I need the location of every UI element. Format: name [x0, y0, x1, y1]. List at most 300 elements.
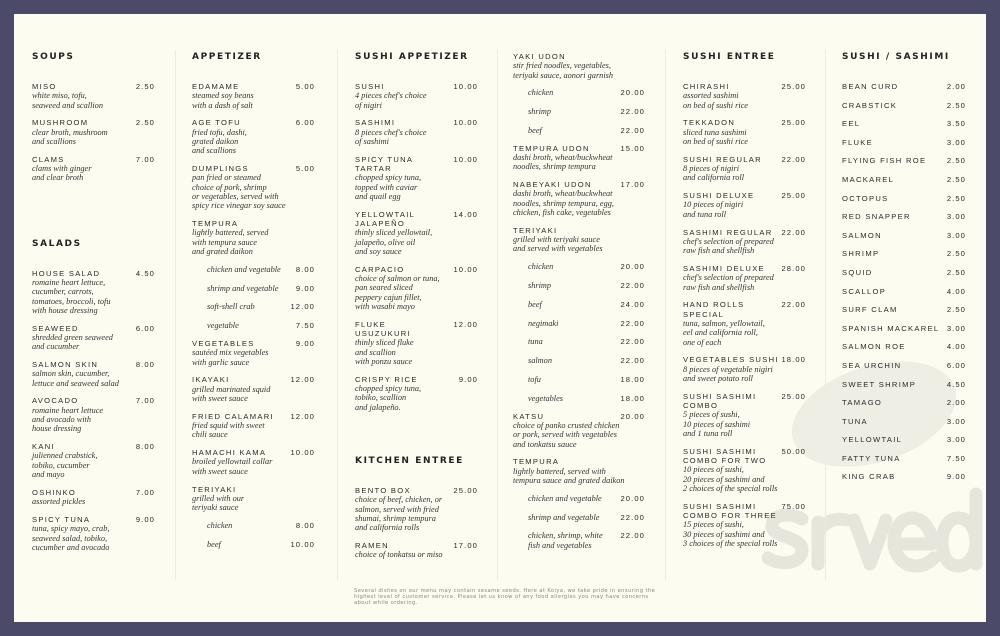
item-price: 7.00 [135, 487, 155, 497]
menu-item-header [842, 119, 966, 128]
menu-item-header [32, 442, 155, 451]
item-name: KING CRAB [842, 472, 896, 482]
item-price: 2.00 [946, 82, 966, 91]
item-description: dashi broth, wheat/buckwheat noodles, shrimp tempura [513, 153, 613, 172]
menu-item [355, 541, 478, 560]
menu-item-header [683, 392, 806, 411]
item-name: YELLOWTAIL JALAPEÑO [355, 209, 416, 229]
item-option [513, 281, 645, 290]
item-description: tuna, salmon, yellowtail, eel and california roll, one of each [683, 318, 765, 347]
item-description: 8 pieces of vegetable nigiri and sweet potato roll [683, 364, 773, 383]
item-price: 17.00 [620, 180, 645, 190]
item-name: CRISPY RICE [355, 374, 418, 384]
item-price: 10.00 [453, 82, 478, 91]
item-price: 7.00 [135, 396, 155, 406]
item-price: 9.00 [946, 472, 966, 482]
item-name: SUSHI REGULAR [683, 154, 762, 164]
menu-section [513, 52, 645, 550]
menu-item [842, 231, 966, 240]
option-price: 22.00 [620, 318, 645, 328]
item-price: 2.50 [946, 249, 966, 259]
menu-item-header [683, 264, 806, 273]
menu-item [192, 448, 315, 476]
item-name: SALMON ROE [842, 342, 906, 352]
option-name: beef [528, 125, 542, 135]
item-price: 22.00 [781, 154, 806, 164]
item-price: 3.00 [946, 212, 966, 222]
section-title: KITCHEN ENTREE [355, 455, 464, 466]
item-description: choice of panko crusted chicken or pork, served with vegetables and tonkatsu sauce [513, 420, 620, 449]
item-name: TEMPURA UDON [513, 143, 590, 153]
item-price: 18.00 [781, 355, 806, 365]
section-title: APPETIZER [192, 52, 262, 62]
item-description: pan fried or steamed choice of pork, shrimp or vegetables, served with spicy rice vinegar soy sauce [192, 173, 286, 211]
item-price: 25.00 [781, 391, 806, 401]
menu-section [355, 456, 478, 560]
menu-item-header [842, 82, 966, 91]
column-divider [175, 50, 176, 580]
option-name: chicken [528, 262, 554, 272]
option-name: shrimp [528, 281, 552, 291]
menu-section [32, 52, 155, 183]
item-price: 2.50 [946, 267, 966, 277]
item-price: 22.00 [781, 300, 806, 310]
menu-item-header [355, 541, 478, 550]
option-price: 22.00 [620, 531, 645, 541]
menu-item-header [192, 219, 315, 228]
option-price: 22.00 [620, 281, 645, 291]
item-price: 25.00 [781, 82, 806, 91]
option-price: 20.00 [620, 88, 645, 98]
item-option [513, 126, 645, 135]
menu-item [355, 118, 478, 146]
item-price: 2.50 [946, 305, 966, 315]
menu-item [842, 435, 966, 444]
menu-column [513, 52, 645, 558]
item-name: RED SNAPPER [842, 212, 911, 222]
menu-item [192, 219, 315, 330]
item-description: 10 pieces of sushi, 20 pieces of sashimi and 2 choices of the special rolls [683, 465, 778, 493]
item-name: IKAYAKI [192, 375, 230, 385]
menu-item [683, 264, 806, 292]
option-name: chicken and vegetable [207, 264, 281, 274]
menu-item-header [842, 175, 966, 184]
item-name: HAMACHI KAMA [192, 448, 267, 458]
item-price: 17.00 [453, 540, 478, 550]
menu-item [842, 268, 966, 277]
menu-section [683, 52, 806, 548]
menu-item-header [355, 375, 478, 384]
item-description: assorted pickles [32, 497, 86, 507]
option-name: salmon [528, 356, 552, 366]
item-price: 15.00 [620, 143, 645, 153]
menu-item [842, 287, 966, 296]
item-description: fried tofu, dashi, grated daikon and scallions [192, 127, 247, 156]
menu-item-header [842, 212, 966, 221]
option-price: 18.00 [620, 393, 645, 403]
menu-item-header [355, 486, 478, 495]
menu-item-header [32, 515, 155, 524]
menu-item [32, 396, 155, 433]
item-price: 12.00 [290, 411, 315, 421]
item-price: 4.50 [135, 268, 155, 278]
item-description: white miso, tofu, seaweed and scallion [32, 91, 103, 110]
item-name: KATSU [513, 411, 545, 421]
option-name: shrimp and vegetable [528, 512, 600, 522]
option-name: soft-shell crab [207, 302, 255, 312]
menu-item-header [683, 300, 806, 319]
item-price: 3.00 [946, 416, 966, 426]
item-option [513, 356, 645, 365]
item-options [513, 494, 645, 550]
item-description: thinly sliced yellowtail, jalapeño, olive oil and soy sauce [355, 228, 433, 256]
item-name: SQUID [842, 267, 873, 277]
item-name: EDAMAME [192, 82, 240, 91]
menu-item [842, 138, 966, 147]
menu-item-header [842, 472, 966, 481]
item-price: 75.00 [781, 501, 806, 511]
item-name: TEMPURA [513, 457, 560, 467]
item-price: 8.00 [135, 442, 155, 452]
item-description: 8 pieces of nigiri and california roll [683, 164, 744, 183]
menu-item-header [32, 155, 155, 164]
menu-item-header [32, 360, 155, 369]
option-price: 22.00 [620, 356, 645, 366]
menu-item [192, 339, 315, 367]
menu-item-header [32, 118, 155, 127]
item-name: FLYING FISH ROE [842, 156, 927, 166]
item-name: CLAMS [32, 154, 65, 164]
menu-item [32, 488, 155, 507]
menu-item [842, 305, 966, 314]
item-price: 2.50 [946, 156, 966, 166]
menu-section [32, 239, 155, 552]
item-option [192, 284, 315, 293]
item-price: 10.00 [453, 264, 478, 274]
menu-item-header [513, 226, 645, 235]
menu-item [513, 457, 645, 550]
item-price: 6.00 [946, 360, 966, 370]
item-name: CRABSTICK [842, 100, 898, 110]
item-name: SURF CLAM [842, 305, 898, 315]
item-name: BENTO BOX [355, 485, 411, 495]
option-name: chicken [207, 520, 233, 530]
item-name: HOUSE SALAD [32, 268, 101, 278]
item-description: tuna, spicy mayo, crab, seaweed salad, tobiko, cucumber and avocado [32, 524, 110, 552]
item-name: OCTOPUS [842, 193, 889, 203]
item-name: SUSHI [355, 82, 385, 91]
allergy-notice: Several dishes on our menu may contain sesame seeds. Here at Koiya, we take pride in ensuring the highest level of customer service. Please let us know of any food allergies you may have concerns about while ordering. [354, 588, 656, 606]
menu-item-header [842, 398, 966, 407]
menu-item-header [513, 412, 645, 421]
menu-item-header [192, 164, 315, 173]
section-title: SUSHI APPETIZER [355, 52, 469, 62]
menu-item-header [842, 249, 966, 258]
item-price: 28.00 [781, 263, 806, 273]
menu-item-header [355, 320, 478, 339]
item-price: 2.50 [946, 174, 966, 184]
section-title: SUSHI ENTREE [683, 52, 776, 62]
menu-item-header [32, 269, 155, 278]
item-name: SEAWEED [32, 323, 79, 333]
item-name: SPICY TUNA TARTAR [355, 154, 414, 174]
item-description: dashi broth, wheat/buckwheat noodles, shrimp tempura, egg, chicken, fish cake, vegetables [513, 189, 614, 218]
item-price: 6.00 [135, 323, 155, 333]
item-option [192, 521, 315, 530]
menu-column [192, 52, 315, 557]
item-name: TEMPURA [192, 219, 239, 229]
menu-item-header [513, 457, 645, 466]
menu-item [513, 144, 645, 172]
menu-section [355, 52, 478, 412]
item-description: 10 pieces of nigiri and tuna roll [683, 200, 744, 219]
menu-item-header [192, 412, 315, 421]
item-name: AVOCADO [32, 396, 79, 406]
option-price: 22.00 [620, 107, 645, 117]
item-name: VEGETABLES [192, 338, 255, 348]
menu-page [14, 14, 986, 622]
menu-item [513, 52, 645, 135]
menu-item-header [192, 448, 315, 457]
menu-item-header [355, 210, 478, 229]
menu-item [683, 502, 806, 548]
item-price: 4.00 [946, 342, 966, 352]
item-name: MACKAREL [842, 174, 895, 184]
menu-item [513, 412, 645, 449]
menu-item-header [513, 52, 645, 61]
menu-item [513, 226, 645, 403]
item-option [192, 321, 315, 330]
menu-item-header [683, 118, 806, 127]
item-description: choice of salmon or tuna, pan seared sliced peppery cajun fillet, with wasabi mayo [355, 274, 440, 311]
item-price: 2.50 [946, 100, 966, 110]
item-description: 5 pieces of sushi, 10 pieces of sashimi and 1 tuna roll [683, 410, 751, 438]
item-price: 2.00 [946, 398, 966, 408]
menu-item-header [842, 287, 966, 296]
item-name: RAMEN [355, 540, 389, 550]
option-price: 20.00 [620, 493, 645, 503]
option-name: shrimp and vegetable [207, 283, 279, 293]
item-price: 3.00 [946, 137, 966, 147]
item-name: TAMAGO [842, 398, 883, 408]
option-name: vegetables [528, 393, 564, 403]
menu-item-header [683, 155, 806, 164]
menu-item [683, 191, 806, 219]
item-description: romaine heart lettuce and avocado with house dressing [32, 405, 104, 434]
item-name: DUMPLINGS [192, 164, 249, 174]
option-name: tuna [528, 337, 543, 347]
option-price: 12.00 [290, 302, 315, 312]
item-name: EEL [842, 119, 861, 129]
item-name: FRIED CALAMARI [192, 411, 274, 421]
menu-item-header [842, 361, 966, 370]
menu-item-header [683, 502, 806, 521]
item-description: julienned crabstick, tobiko, cucumber and mayo [32, 451, 98, 480]
column-divider [337, 50, 338, 580]
item-options [192, 265, 315, 331]
menu-item [192, 82, 315, 110]
menu-item [32, 515, 155, 552]
option-price: 8.00 [295, 520, 315, 530]
item-name: KANI [32, 442, 55, 452]
item-name: SHRIMP [842, 249, 880, 259]
menu-item [842, 175, 966, 184]
menu-item-header [192, 485, 315, 494]
menu-item [355, 486, 478, 532]
item-description: clear broth, mushroom and scallions [32, 127, 108, 146]
item-name: TUNA [842, 416, 868, 426]
menu-item [192, 375, 315, 403]
menu-item-header [683, 447, 806, 466]
menu-item-header [842, 305, 966, 314]
menu-item [683, 447, 806, 493]
menu-item [355, 375, 478, 412]
item-description: salmon skin, cucumber, lettuce and seaweed salad [32, 369, 119, 388]
menu-item [355, 320, 478, 366]
menu-item [842, 472, 966, 481]
menu-item-header [513, 144, 645, 153]
menu-item-header [355, 82, 478, 91]
item-description: shredded green seaweed and cucumber [32, 332, 113, 352]
item-option [513, 319, 645, 328]
menu-item [355, 82, 478, 110]
item-name: HAND ROLLS SPECIAL [683, 300, 745, 319]
option-price: 18.00 [620, 375, 645, 385]
menu-item [355, 155, 478, 201]
menu-item [842, 454, 966, 463]
menu-item [32, 324, 155, 352]
item-option [513, 494, 645, 503]
item-price: 3.00 [946, 435, 966, 445]
item-description: 4 pieces chef's choice of nigiri [355, 91, 427, 110]
section-title: SOUPS [32, 52, 75, 62]
menu-item [842, 156, 966, 165]
option-name: shrimp [528, 107, 552, 117]
item-name: SPANISH MACKAREL [842, 323, 940, 333]
item-price: 12.00 [453, 319, 478, 329]
item-price: 2.50 [135, 118, 155, 128]
item-name: FATTY TUNA [842, 453, 901, 463]
menu-item [842, 417, 966, 426]
item-price: 25.00 [453, 485, 478, 495]
item-price: 9.00 [295, 338, 315, 348]
option-price: 10.00 [290, 539, 315, 549]
item-price: 2.50 [946, 193, 966, 203]
item-price: 5.00 [295, 164, 315, 174]
menu-item-header [842, 417, 966, 426]
item-description: chef's selection of prepared raw fish and shellfish [683, 273, 774, 292]
menu-item [32, 82, 155, 110]
item-price: 9.00 [135, 514, 155, 524]
menu-item-header [192, 339, 315, 348]
item-option [192, 540, 315, 549]
option-name: chicken [528, 88, 554, 98]
item-option [513, 513, 645, 522]
menu-item-header [683, 82, 806, 91]
item-name: SASHIMI [355, 118, 396, 128]
item-name: SASHIMI REGULAR [683, 227, 773, 237]
item-name: SPICY TUNA [32, 514, 91, 524]
item-name: SALMON SKIN [32, 360, 99, 370]
menu-item-header [842, 231, 966, 240]
menu-item-header [355, 118, 478, 127]
item-name: TEKKADON [683, 118, 736, 128]
item-price: 7.50 [946, 453, 966, 463]
menu-item [32, 442, 155, 479]
menu-item [842, 342, 966, 351]
menu-item-header [842, 380, 966, 389]
item-description: 15 pieces of sushi, 30 pieces of sashimi and 3 choices of the special rolls [683, 520, 778, 548]
option-price: 24.00 [620, 299, 645, 309]
menu-item [842, 212, 966, 221]
item-price: 25.00 [781, 191, 806, 201]
item-name: SCALLOP [842, 286, 887, 296]
item-price: 5.00 [295, 82, 315, 91]
menu-item [192, 412, 315, 440]
item-price: 10.00 [290, 448, 315, 458]
item-price: 3.50 [946, 119, 966, 129]
menu-item [842, 249, 966, 258]
option-price: 22.00 [620, 125, 645, 135]
item-name: SUSHI DELUXE [683, 191, 755, 201]
menu-item-header [683, 355, 806, 364]
item-price: 2.50 [135, 82, 155, 91]
menu-item-header [842, 268, 966, 277]
item-description: stir fried noodles, vegetables, teriyaki sauce, aonori garnish [513, 61, 614, 80]
menu-item-header [32, 324, 155, 333]
item-description: steamed soy beans with a dash of salt [192, 91, 254, 110]
item-name: YAKI UDON [513, 52, 566, 61]
item-price: 10.00 [453, 118, 478, 128]
item-option [513, 262, 645, 271]
menu-item [842, 119, 966, 128]
item-name: MISO [32, 82, 57, 91]
menu-item-header [32, 488, 155, 497]
item-option [513, 88, 645, 97]
menu-item-header [842, 156, 966, 165]
column-divider [665, 50, 666, 580]
option-name: negimaki [528, 318, 559, 328]
column-divider [825, 50, 826, 580]
item-description: 8 pieces chef's choice of sashimi [355, 127, 427, 146]
menu-item [842, 82, 966, 91]
item-price: 6.00 [295, 118, 315, 128]
menu-item-header [192, 375, 315, 384]
menu-column [842, 52, 966, 491]
item-name: SASHIMI DELUXE [683, 263, 765, 273]
item-name: SWEET SHRIMP [842, 379, 917, 389]
item-price: 12.00 [290, 375, 315, 385]
menu-column [355, 52, 478, 568]
item-price: 20.00 [620, 411, 645, 421]
item-option [192, 302, 315, 311]
item-name: MUSHROOM [32, 118, 89, 128]
item-option [513, 337, 645, 346]
item-name: SALMON [842, 230, 882, 240]
item-name: OSHINKO [32, 487, 77, 497]
item-options [513, 88, 645, 135]
menu-item [192, 164, 315, 210]
item-description: chopped spicy tuna, topped with caviar and quail egg [355, 173, 422, 201]
item-name: SUSHI SASHIMI COMBO FOR TWO [683, 446, 767, 465]
item-price: 8.00 [135, 360, 155, 370]
item-option [192, 265, 315, 274]
menu-column [32, 52, 155, 561]
item-price: 22.00 [781, 227, 806, 237]
item-price: 10.00 [453, 154, 478, 164]
item-price: 3.00 [946, 323, 966, 333]
item-options [192, 521, 315, 549]
